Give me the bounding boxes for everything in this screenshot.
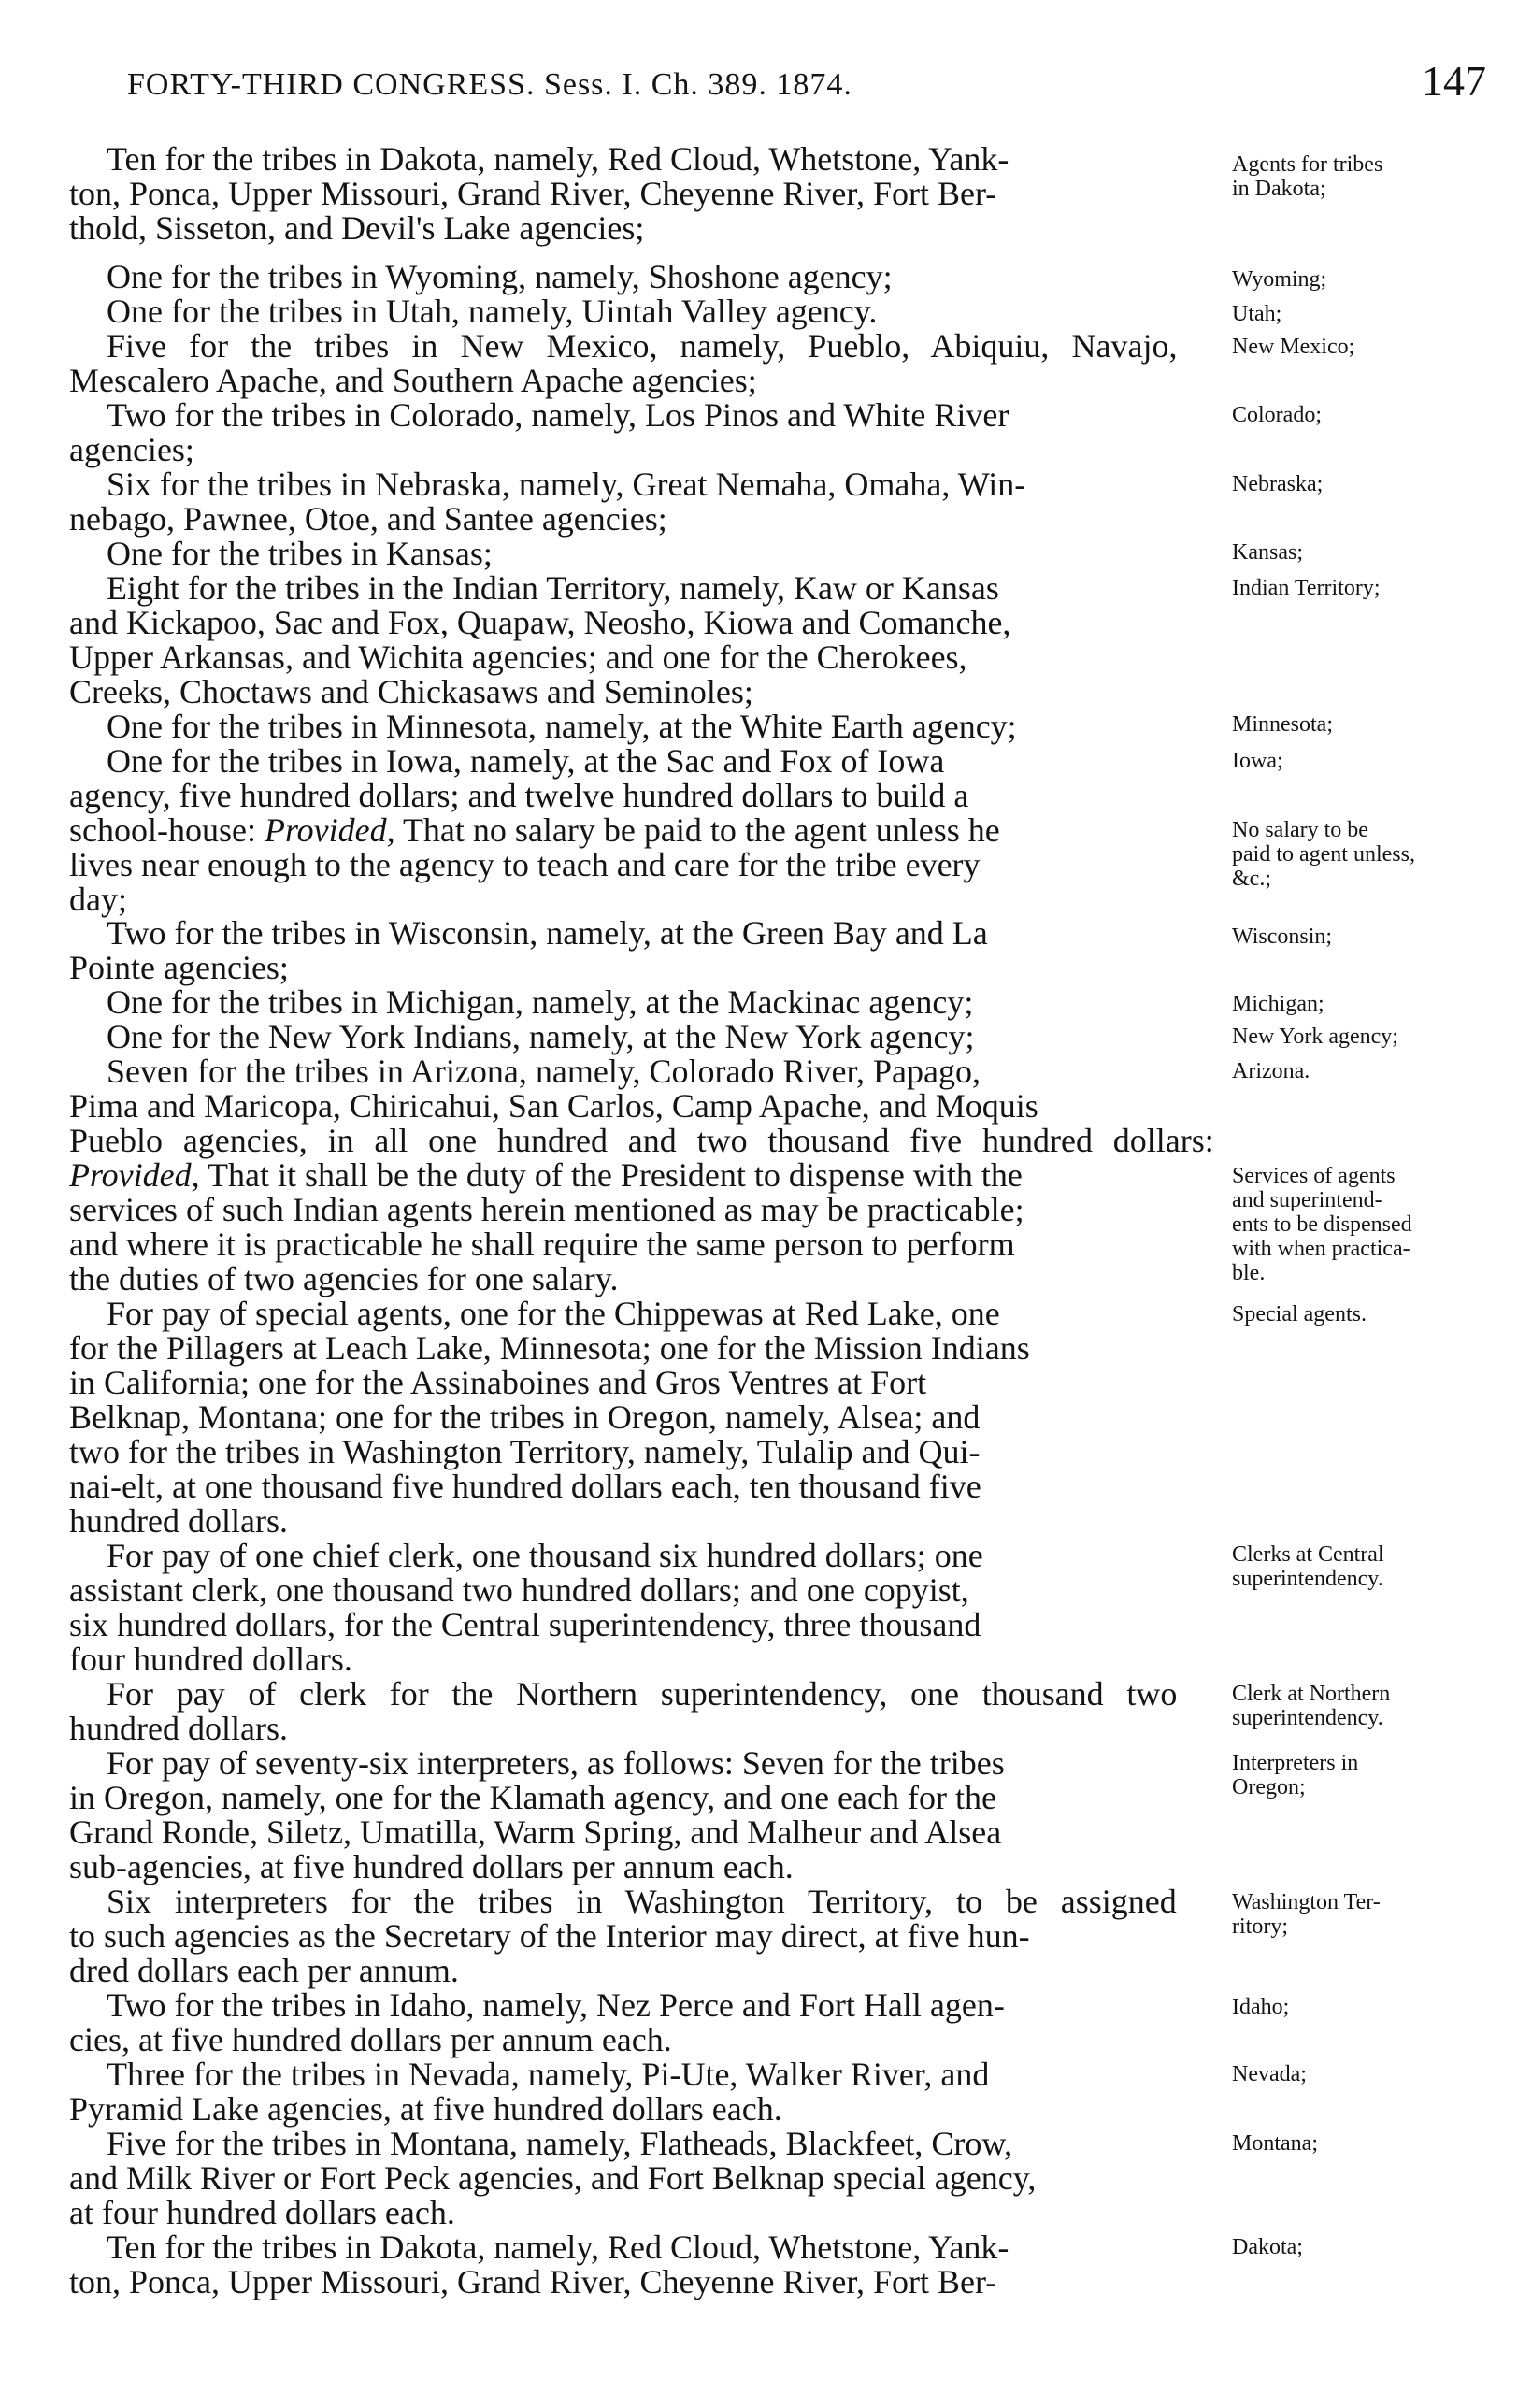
margin-note — [1232, 992, 1486, 1016]
margin-note-line: Services of agents — [1232, 1164, 1396, 1188]
running-title: FORTY-THIRD CONGRESS. Sess. I. Ch. 389. 1874. — [127, 67, 852, 102]
margin-note-line: Indian Territory; — [1232, 576, 1381, 600]
text-line: Ten for the tribes in Dakota, namely, Red Cloud, Whetstone, Yank- — [107, 140, 1009, 178]
running-header — [65, 54, 1486, 120]
text-line: Ten for the tribes in Dakota, namely, Red Cloud, Whetstone, Yank- — [107, 2229, 1009, 2266]
margin-note — [1232, 302, 1486, 326]
margin-note-line: Utah; — [1232, 302, 1282, 326]
margin-note-line: New York agency; — [1232, 1025, 1398, 1049]
margin-note-line: Iowa; — [1232, 749, 1283, 773]
proviso-line — [69, 1158, 1214, 1193]
text-line: Belknap, Montana; one for the tribes in Oregon, namely, Alsea; and — [69, 1398, 981, 1436]
text-line: Seven for the tribes in Arizona, namely, Colorado River, Papago, — [107, 1053, 981, 1090]
paragraph — [69, 2057, 1214, 2127]
text-line: and Kickapoo, Sac and Fox, Quapaw, Neosho, Kiowa and Comanche, — [69, 604, 1011, 641]
text-line: Pueblo agencies, in all one hundred and two thousand five hundred dollars: — [69, 1122, 1214, 1159]
text-line: For pay of special agents, one for the Chippewas at Red Lake, one — [107, 1295, 1000, 1332]
margin-note-line: Minnesota; — [1232, 712, 1333, 737]
text-segment: school-house: — [69, 811, 265, 849]
margin-note — [1232, 1682, 1486, 1730]
text-line: agencies; — [69, 431, 194, 468]
text-line: Six for the tribes in Nebraska, namely, Great Nemaha, Omaha, Win- — [107, 466, 1026, 503]
margin-note-line: Dakota; — [1232, 2235, 1303, 2259]
margin-note-line: ritory; — [1232, 1914, 1288, 1939]
margin-note-line: superintendency. — [1232, 1567, 1383, 1591]
margin-note — [1232, 818, 1486, 891]
margin-note-line: Kansas; — [1232, 540, 1303, 565]
text-line: ton, Ponca, Upper Missouri, Grand River, Cheyenne River, Fort Ber- — [69, 2263, 997, 2300]
margin-note-line: Nebraska; — [1232, 472, 1324, 496]
margin-note-line: Clerks at Central — [1232, 1542, 1384, 1567]
proviso-keyword: Provided, — [69, 1156, 200, 1194]
text-line: Three for the tribes in Nevada, namely, Pi-Ute, Walker River, and — [107, 2056, 990, 2093]
paragraph — [69, 142, 1214, 246]
text-line: Six interpreters for the tribes in Washington Territory, to be assigned — [107, 1883, 1177, 1920]
margin-note-line: ble. — [1232, 1261, 1266, 1285]
paragraph — [69, 1677, 1214, 1746]
paragraph — [69, 1539, 1214, 1677]
text-line: dred dollars each per annum. — [69, 1952, 459, 1989]
margin-note-line: Michigan; — [1232, 992, 1324, 1016]
margin-note-line: Oregon; — [1232, 1775, 1306, 1799]
text-line: One for the tribes in Wyoming, namely, Shoshone agency; — [107, 258, 893, 295]
proviso-keyword: Provided, — [264, 811, 395, 849]
text-line: at four hundred dollars each. — [69, 2194, 455, 2231]
text-line: Two for the tribes in Colorado, namely, Los Pinos and White River — [107, 396, 1009, 434]
text-line: Eight for the tribes in the Indian Territory, namely, Kaw or Kansas — [107, 569, 999, 607]
margin-note — [1232, 1542, 1486, 1591]
margin-note — [1232, 1059, 1486, 1083]
margin-note-line: Washington Ter- — [1232, 1890, 1381, 1914]
paragraph — [69, 537, 1214, 571]
margin-note-line: &c.; — [1232, 867, 1271, 891]
margin-note-line: with when practica- — [1232, 1237, 1410, 1261]
text-line: Two for the tribes in Wisconsin, namely, at the Green Bay and La — [107, 914, 988, 952]
margin-note-line: Interpreters in — [1232, 1751, 1359, 1775]
text-line: hundred dollars. — [69, 1502, 288, 1540]
margin-note-line: paid to agent unless, — [1232, 842, 1415, 867]
margin-note-line: and superintend- — [1232, 1188, 1382, 1212]
margin-note-line: Clerk at Northern — [1232, 1682, 1391, 1706]
text-line: Mescalero Apache, and Southern Apache agencies; — [69, 362, 757, 399]
text-line: nebago, Pawnee, Otoe, and Santee agencies; — [69, 500, 667, 538]
margin-note-line: in Dakota; — [1232, 177, 1326, 201]
paragraph — [69, 329, 1214, 398]
paragraph — [69, 710, 1214, 744]
margin-note — [1232, 152, 1486, 201]
text-line: One for the tribes in Iowa, namely, at the Sac and Fox of Iowa — [107, 742, 945, 780]
text-line: cies, at five hundred dollars per annum each. — [69, 2021, 672, 2058]
text-line: For pay of seventy-six interpreters, as follows: Seven for the tribes — [107, 1744, 1005, 1782]
margin-note — [1232, 267, 1486, 292]
margin-note — [1232, 712, 1486, 737]
text-segment: That it shall be the duty of the President to dispense with the — [199, 1156, 1023, 1194]
text-line: Pima and Maricopa, Chiricahui, San Carlos, Camp Apache, and Moquis — [69, 1087, 1038, 1125]
text-line: Grand Ronde, Siletz, Umatilla, Warm Spring, and Malheur and Alsea — [69, 1813, 1002, 1851]
margin-note — [1232, 1890, 1486, 1939]
text-line: the duties of two agencies for one salary. — [69, 1260, 619, 1297]
margin-note-line: Agents for tribes — [1232, 152, 1383, 177]
text-line: for the Pillagers at Leach Lake, Minnesota; one for the Mission Indians — [69, 1329, 1030, 1367]
margin-note-line: Special agents. — [1232, 1302, 1367, 1326]
text-line: One for the tribes in Minnesota, namely, at the White Earth agency; — [107, 708, 1017, 745]
page-number: 147 — [1422, 57, 1486, 105]
margin-note — [1232, 1751, 1486, 1799]
text-line: For pay of one chief clerk, one thousand six hundred dollars; one — [107, 1537, 983, 1574]
text-line: four hundred dollars. — [69, 1641, 352, 1678]
proviso-line — [69, 813, 1214, 848]
margin-note — [1232, 2062, 1486, 2086]
text-line: and where it is practicable he shall require the same person to perform — [69, 1226, 1015, 1263]
paragraph — [69, 467, 1214, 537]
margin-note — [1232, 1025, 1486, 1049]
text-segment: That no salary be paid to the agent unless he — [394, 811, 1000, 849]
text-line: One for the tribes in Michigan, namely, at the Mackinac agency; — [107, 983, 974, 1021]
text-line: six hundred dollars, for the Central superintendency, three thousand — [69, 1606, 981, 1643]
paragraph — [69, 2230, 1214, 2300]
margin-note — [1232, 576, 1486, 600]
paragraph — [69, 916, 1214, 985]
text-line: Five for the tribes in Montana, namely, Flatheads, Blackfeet, Crow, — [107, 2125, 1013, 2162]
text-line: sub-agencies, at five hundred dollars per annum each. — [69, 1848, 794, 1885]
text-line: Pointe agencies; — [69, 949, 289, 986]
paragraph — [69, 1054, 1214, 1297]
text-line: One for the tribes in Utah, namely, Uintah Valley agency. — [107, 293, 878, 330]
margin-note-line: Nevada; — [1232, 2062, 1307, 2086]
margin-note — [1232, 1995, 1486, 2019]
margin-note — [1232, 540, 1486, 565]
margin-note — [1232, 2131, 1486, 2156]
margin-note-line: Arizona. — [1232, 1059, 1310, 1083]
paragraph — [69, 1020, 1214, 1054]
margin-note — [1232, 1302, 1486, 1326]
margin-note-line: New Mexico; — [1232, 335, 1355, 359]
paragraph — [69, 571, 1214, 710]
margin-note — [1232, 924, 1486, 949]
text-line: assistant clerk, one thousand two hundred dollars; and one copyist, — [69, 1571, 969, 1609]
margin-note-line: Idaho; — [1232, 1995, 1290, 2019]
paragraph — [69, 260, 1214, 294]
paragraph — [69, 294, 1214, 329]
text-line: and Milk River or Fort Peck agencies, and Fort Belknap special agency, — [69, 2159, 1037, 2197]
paragraph — [69, 2127, 1214, 2230]
margin-note-line: Wisconsin; — [1232, 924, 1333, 949]
margin-note — [1232, 2235, 1486, 2259]
paragraph — [69, 1297, 1214, 1539]
margin-note-line: No salary to be — [1232, 818, 1368, 842]
text-line: Five for the tribes in New Mexico, namely, Pueblo, Abiquiu, Navajo, — [107, 327, 1178, 365]
text-line: in Oregon, namely, one for the Klamath agency, and one each for the — [69, 1779, 996, 1816]
margin-note-line: superintendency. — [1232, 1706, 1383, 1730]
paragraph — [69, 1746, 1214, 1885]
text-line: ton, Ponca, Upper Missouri, Grand River, Cheyenne River, Fort Ber- — [69, 175, 997, 212]
margin-note — [1232, 749, 1486, 773]
text-line: in California; one for the Assinaboines and Gros Ventres at Fort — [69, 1364, 927, 1401]
margin-note-line: Montana; — [1232, 2131, 1318, 2156]
text-line: thold, Sisseton, and Devil's Lake agencies; — [69, 209, 645, 247]
text-line: nai-elt, at one thousand five hundred dollars each, ten thousand five — [69, 1468, 981, 1505]
margin-note — [1232, 403, 1486, 427]
text-line: One for the tribes in Kansas; — [107, 535, 493, 572]
paragraph — [69, 398, 1214, 467]
margin-note-line: Colorado; — [1232, 403, 1322, 427]
margin-note — [1232, 335, 1486, 359]
text-line: day; — [69, 881, 127, 918]
text-line: One for the New York Indians, namely, at the New York agency; — [107, 1018, 975, 1055]
text-line: hundred dollars. — [69, 1710, 288, 1747]
margin-note-line: ents to be dispensed — [1232, 1212, 1412, 1237]
margin-note-line: Wyoming; — [1232, 267, 1327, 292]
text-line: Pyramid Lake agencies, at five hundred dollars each. — [69, 2090, 782, 2128]
margin-note — [1232, 472, 1486, 496]
paragraph — [69, 985, 1214, 1020]
paragraph — [69, 1988, 1214, 2057]
text-line: Upper Arkansas, and Wichita agencies; and one for the Cherokees, — [69, 638, 967, 676]
text-line: Two for the tribes in Idaho, namely, Nez Perce and Fort Hall agen- — [107, 1986, 1005, 2024]
paragraph — [69, 1885, 1214, 1988]
text-line: lives near enough to the agency to teach and care for the tribe every — [69, 846, 981, 883]
text-line: agency, five hundred dollars; and twelve hundred dollars to build a — [69, 777, 969, 814]
text-line: For pay of clerk for the Northern superintendency, one thousand two — [107, 1675, 1178, 1713]
margin-note — [1232, 1164, 1486, 1285]
paragraph — [69, 744, 1214, 917]
text-line: two for the tribes in Washington Territory, namely, Tulalip and Qui- — [69, 1433, 981, 1470]
text-line: to such agencies as the Secretary of the Interior may direct, at five hun- — [69, 1917, 1030, 1955]
text-line: services of such Indian agents herein mentioned as may be practicable; — [69, 1191, 1024, 1228]
text-line: Creeks, Choctaws and Chickasaws and Seminoles; — [69, 673, 753, 710]
